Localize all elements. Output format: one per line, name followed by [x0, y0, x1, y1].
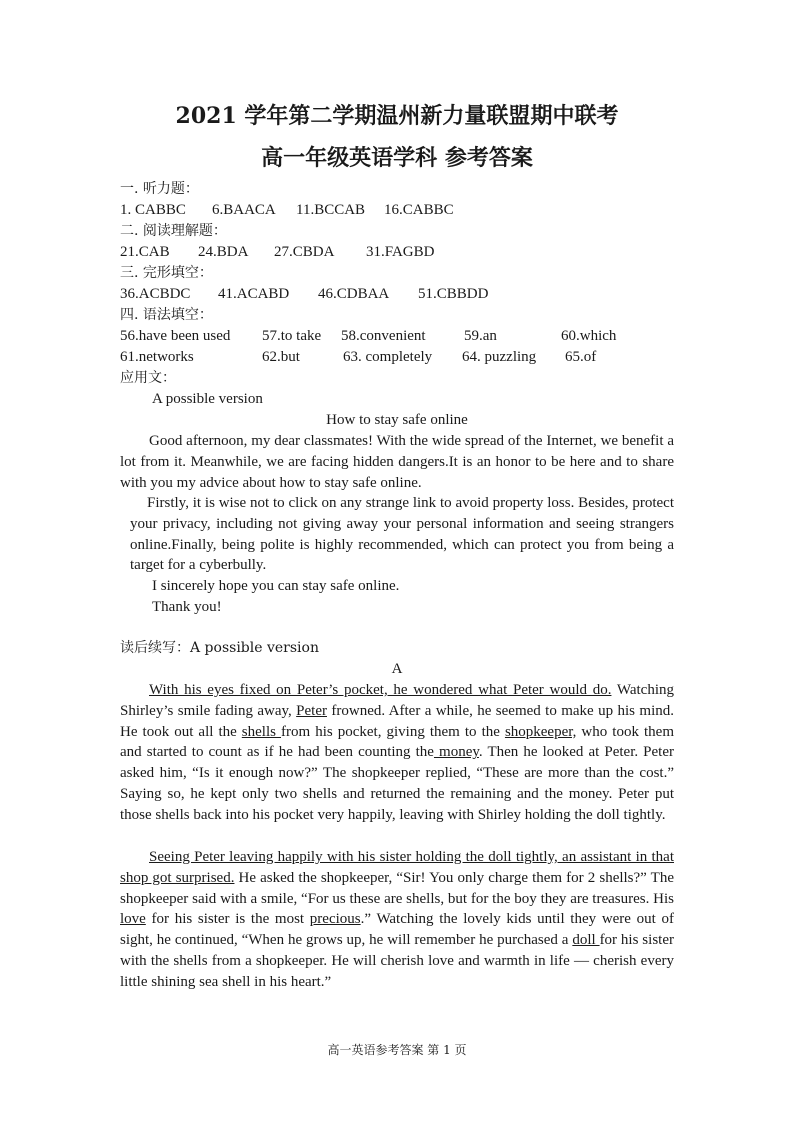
- continuation-paragraph-2: [120, 847, 674, 993]
- underlined-word: love: [120, 911, 146, 928]
- listening-answer: 11.BCCAB: [296, 202, 366, 218]
- version-label: A possible version: [152, 391, 263, 407]
- text-span: . Then he looked at Peter. Peter asked him, “Is it enough now?” The shopkeeper replied, “These are more than the cost.” Saying so, he kept only two shells and returned the remaining and the money. Peter put those shells back into his pocket very happily, leaving with Shirley holding the doll tightly.: [120, 744, 675, 823]
- text-span: frowned. After a while, he seemed to make up his mind. He took out all the: [120, 702, 674, 740]
- cloze-heading: 三. 完形填空：: [120, 265, 213, 281]
- grammar-answer: 61.networks: [120, 349, 194, 365]
- grammar-answer: 57.to take: [262, 328, 322, 344]
- grammar-answer: 58.convenient: [341, 328, 426, 344]
- essay-paragraph-4: Thank you!: [152, 599, 222, 615]
- underlined-word: shells: [241, 723, 281, 740]
- text-span: for his sister with the shells from a shopkeeper. He will cherish love and warmth in life — cherish every little shining sea shell in his heart.”: [120, 932, 674, 990]
- underlined-word: Peter: [296, 702, 327, 719]
- listening-heading: 一. 听力题：: [120, 181, 199, 197]
- essay-paragraph: [130, 493, 674, 576]
- grammar-heading: 四. 语法填空：: [120, 307, 213, 323]
- listening-answer: 6.BAACA: [212, 202, 276, 218]
- text-span: He asked the shopkeeper, “Sir! You only charge them for 2 shells?” The shopkeeper said with a smile, “For us these are shells, but for the boy they are treasures. His: [120, 869, 674, 907]
- listening-answer: 1. CABBC: [120, 202, 186, 218]
- listening-answer: 16.CABBC: [384, 202, 454, 218]
- text-span: .” Watching the lovely kids until they were out of sight, he continued, “When he grows up, he will remember he purchased a: [120, 911, 674, 949]
- underlined-word: doll: [572, 932, 600, 949]
- cloze-answer: 46.CDBAA: [318, 286, 390, 302]
- essay-title: How to stay safe online: [326, 412, 468, 428]
- practical-writing-heading: 应用文：: [120, 370, 176, 386]
- reading-answer: 24.BDA: [198, 244, 249, 260]
- grammar-answer: 59.an: [464, 328, 497, 344]
- text-span: from his pocket, giving them to the: [281, 723, 505, 740]
- document-subtitle: 高一年级英语学科 参考答案: [261, 145, 533, 171]
- document-title: 2021 学年第二学期温州新力量联盟期中联考: [175, 103, 619, 129]
- underlined-opening-sentence: With his eyes fixed on Peter’s pocket, he wondered what Peter would do.: [149, 682, 612, 698]
- reading-heading: 二. 阅读理解题：: [120, 223, 227, 239]
- reading-answer: 21.CAB: [120, 244, 170, 260]
- grammar-answer: 63. completely: [343, 349, 433, 365]
- grammar-answer: 60.which: [561, 328, 617, 344]
- reading-answer: 31.FAGBD: [366, 244, 435, 260]
- underlined-word: shopkeeper,: [504, 723, 577, 740]
- text-span: who took them and started to count as if he had been counting the: [120, 723, 674, 761]
- cloze-answer: 51.CBBDD: [418, 286, 489, 302]
- text-span: for his sister is the most: [145, 911, 310, 928]
- cloze-answer: 41.ACABD: [218, 286, 290, 302]
- grammar-answer: 62.but: [262, 349, 300, 365]
- text-span: Watching Shirley’s smile fading away,: [120, 682, 674, 719]
- grammar-answer: 64. puzzling: [462, 349, 537, 365]
- continuation-heading: 读后续写：A possible version: [120, 640, 319, 656]
- continuation-letter: A: [391, 661, 403, 677]
- essay-paragraph-3: I sincerely hope you can stay safe online.: [152, 578, 400, 594]
- essay-paragraph-1: Good afternoon, my dear classmates! With the wide spread of the Internet, we benefit a lot from it. Meanwhile, we are facing hidden dangers.It is an honor to be here and to share with you my advice about how to stay safe online.: [120, 433, 674, 491]
- continuation-paragraph-1: [120, 680, 674, 826]
- underlined-word: money: [433, 744, 479, 761]
- page-footer: 高一英语参考答案 第 1 页: [327, 1043, 467, 1057]
- underlined-word: precious: [309, 911, 361, 928]
- essay-paragraph-2: Firstly, it is wise not to click on any strange link to avoid property loss. Besides, protect your privacy, including not giving away your personal information and seeing strangers online.Finally, being polite is highly recommended, which can protect you from being a target for a cyberbully.: [130, 495, 674, 574]
- grammar-answer: 65.of: [565, 349, 597, 365]
- reading-answer: 27.CBDA: [274, 244, 335, 260]
- cloze-answer: 36.ACBDC: [120, 286, 191, 302]
- grammar-answer: 56.have been used: [120, 328, 231, 344]
- essay-paragraph: [120, 431, 674, 493]
- underlined-opening-sentence: Seeing Peter leaving happily with his sister holding the doll tightly, an assistant in that shop got surprised.: [120, 849, 674, 886]
